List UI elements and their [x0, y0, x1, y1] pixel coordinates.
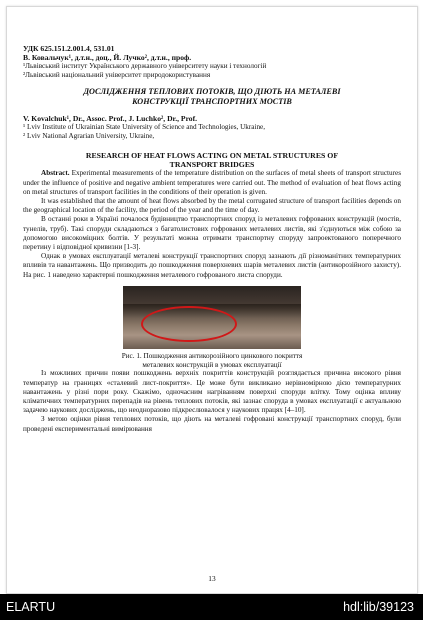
footer-repository-name: ELARTU — [6, 600, 56, 614]
paragraph-1: В останні роки в Україні почалося будівництво транспортних споруд із металевих гофрованих конструкцій (мостів, тунелів, труб). Такі споруди складаються з багатолистових гофрованих металевих листів, які з'єднуються між собою за допомогою високоміцних болтів. У результаті можна отримати транспортну споруду запроектованого поперечного перетину і відповідної кривизни [1-3]. — [23, 215, 401, 251]
abstract-text-2: It was established that the amount of heat flows absorbed by the metal corrugated structure of transport facilities depends on the geographical location of the facility, the period of the year and the time of day. — [23, 196, 401, 215]
affiliation-en-1: ¹ Lviv Institute of Ukrainian State University of Science and Technologies, Ukraine, — [23, 123, 266, 132]
page-content — [23, 44, 401, 434]
affiliation-en-2: ² Lviv National Agrarian University, Ukraine, — [23, 131, 155, 140]
figure-photo — [123, 286, 301, 349]
page-number: 13 — [208, 574, 216, 583]
damage-highlight-circle — [141, 306, 237, 342]
title-en — [23, 151, 401, 170]
paragraph-4: З метою оцінки рівня теплових потоків, що діють на металеві гофровані конструкції транспортних споруд, були проведені експериментальні вимірювання — [23, 415, 401, 433]
abstract-label: Abstract. — [41, 169, 70, 178]
abstract-text: Experimental measurements of the temperature distribution on the surfaces of metal sheets of transport structures under the influence of positive and negative ambient temperatures were carried out. The method of evaluation of heat flows acting on metal structures of transport facilities in the conditions of their operation is given. — [23, 169, 401, 196]
footer-handle[interactable]: hdl:lib/39123 — [343, 600, 414, 614]
footer-bar — [0, 594, 423, 620]
paragraph-3: Із можливих причин появи пошкоджень верхніх покриттів конструкцій розглядається причина високого рівня температур на границях «сталевий лист-покриття». Це може бути викликано нерівномірною дією температурних навантажень у різні пори року. Скажімо, одночасним нагріванням поверхні споруди влітку. Тому оцінка впливу кліматичних температурних перепадів на рівень теплових потоків, які зазнає споруда в умовах експлуатації є актуальною задачею наукових досліджень, що неодноразово підкреслювалося у наукових працях [4–10]. — [23, 369, 401, 415]
paragraph-2: Однак в умовах експлуатації металеві конструкції транспортних споруд зазнають дії різноманітних температурних впливів та навантажень. Що призводить до пошкодження поверхневих шарів металевих листів (антикорозійного захисту). На рис. 1 наведено характерні пошкодження металевого гофрованого листа споруди. — [23, 252, 401, 279]
affiliation-ua-1: ¹Львівський інститут Українського державного університету науки і технологій — [23, 62, 267, 70]
document-page — [6, 6, 418, 594]
abstract — [23, 169, 401, 197]
title-en-line-2: TRANSPORT BRIDGES — [169, 159, 255, 169]
affiliation-ua-2: ²Львівський національний університет природокористування — [23, 70, 211, 79]
authors-en: V. Kovalchuk¹, Dr., Assoc. Prof., J. Luchko², Dr., Prof. — [23, 114, 198, 124]
figure-caption-line-1: Рис. 1. Пошкодження антикорозійного цинкового покриття — [121, 351, 303, 360]
figure-caption — [23, 352, 401, 370]
title-ua-line-1: ДОСЛІДЖЕННЯ ТЕПЛОВИХ ПОТОКІВ, ЩО ДІЮТЬ НА МЕТАЛЕВІ — [83, 87, 341, 97]
title-en-line-1: RESEARCH OF HEAT FLOWS ACTING ON METAL STRUCTURES OF — [85, 150, 339, 160]
title-ua-line-2: КОНСТРУКЦІЇ ТРАНСПОРТНИХ МОСТІВ — [132, 96, 292, 106]
title-ua — [23, 87, 401, 106]
figure-caption-line-2: металевих конструкцій в умовах експлуатації — [142, 360, 282, 369]
udc-code: УДК 625.151.2.001.4, 531.01 — [23, 44, 115, 53]
authors-ua: В. Ковальчук¹, д.т.н., доц., Й. Лучко², д.т.н., проф. — [23, 53, 192, 62]
